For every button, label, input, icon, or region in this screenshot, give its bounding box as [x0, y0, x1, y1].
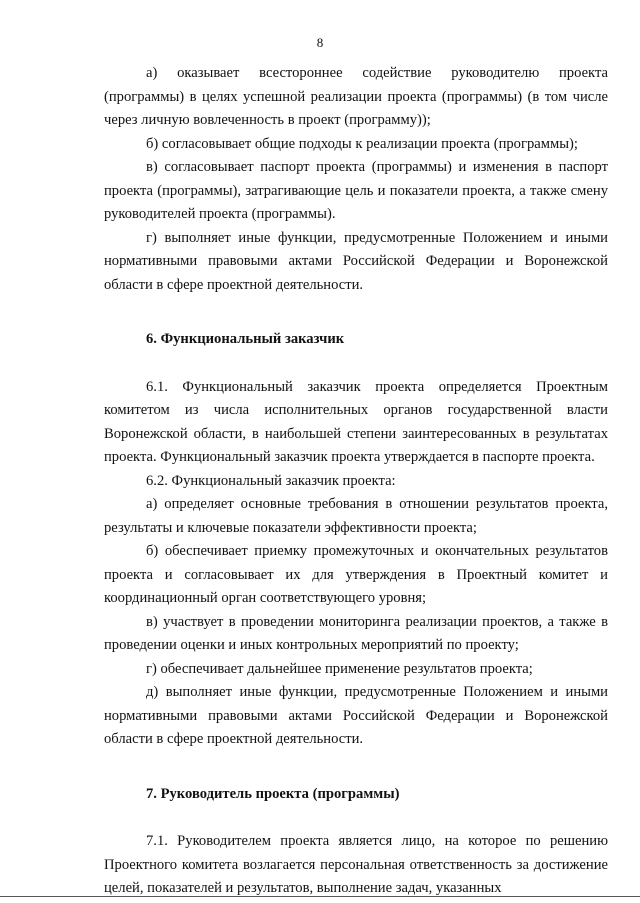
section-7-heading: 7. Руководитель проекта (программы)	[146, 785, 400, 802]
section-6-heading: 6. Функциональный заказчик	[146, 331, 345, 347]
paragraph: в) согласовывает паспорт проекта (программы) и изменения в паспорт проекта (программы), затрагивающие цель и показатели проекта, а также смену руководителей проекта (программы).	[104, 159, 608, 222]
paragraph: б) обеспечивает приемку промежуточных и окончательных результатов проекта и согласовывает их для утверждения в Проектный комитет и координационный орган соответствующего уровня;	[104, 543, 608, 606]
paragraph: б) согласовывает общие подходы к реализации проекта (программы);	[146, 135, 578, 152]
paragraph: а) определяет основные требования в отношении результатов проекта, результаты и ключевые показатели эффективности проекта;	[104, 496, 608, 536]
paragraph: а) оказывает всестороннее содействие руководителю проекта (программы) в целях успешной реализации проекта (программы) (в том числе через личную вовлеченность в проект (программу));	[104, 65, 608, 128]
paragraph: 6.2. Функциональный заказчик проекта:	[146, 472, 396, 489]
paragraph: 6.1. Функциональный заказчик проекта определяется Проектным комитетом из числа исполнительных органов государственной власти Воронежской области, в наибольшей степени заинтересованных в результатах проекта. Функциональный заказчик проекта утверждается в паспорте проекта.	[104, 378, 608, 465]
document-body	[104, 62, 608, 901]
spacer	[104, 297, 608, 328]
paragraph: г) выполняет иные функции, предусмотренные Положением и иными нормативными правовыми актами Российской Федерации и Воронежской области в сфере проектной деятельности.	[104, 229, 608, 293]
page-number: 8	[316, 35, 324, 50]
spacer	[104, 352, 608, 376]
spacer	[104, 806, 608, 830]
paragraph: г) обеспечивает дальнейшее применение результатов проекта;	[146, 660, 533, 677]
scan-edge-line	[0, 896, 640, 897]
spacer	[104, 752, 608, 783]
paragraph: 7.1. Руководителем проекта является лицо, на которое по решению Проектного комитета возлагается персональная ответственность за достижение целей, показателей и результатов, выполнение задач, указанных	[104, 833, 608, 896]
paragraph: в) участвует в проведении мониторинга реализации проектов, а также в проведении оценки и иных контрольных мероприятий по проекту;	[104, 613, 608, 653]
paragraph: д) выполняет иные функции, предусмотренные Положением и иными нормативными правовыми актами Российской Федерации и Воронежской области в сфере проектной деятельности.	[104, 684, 608, 747]
